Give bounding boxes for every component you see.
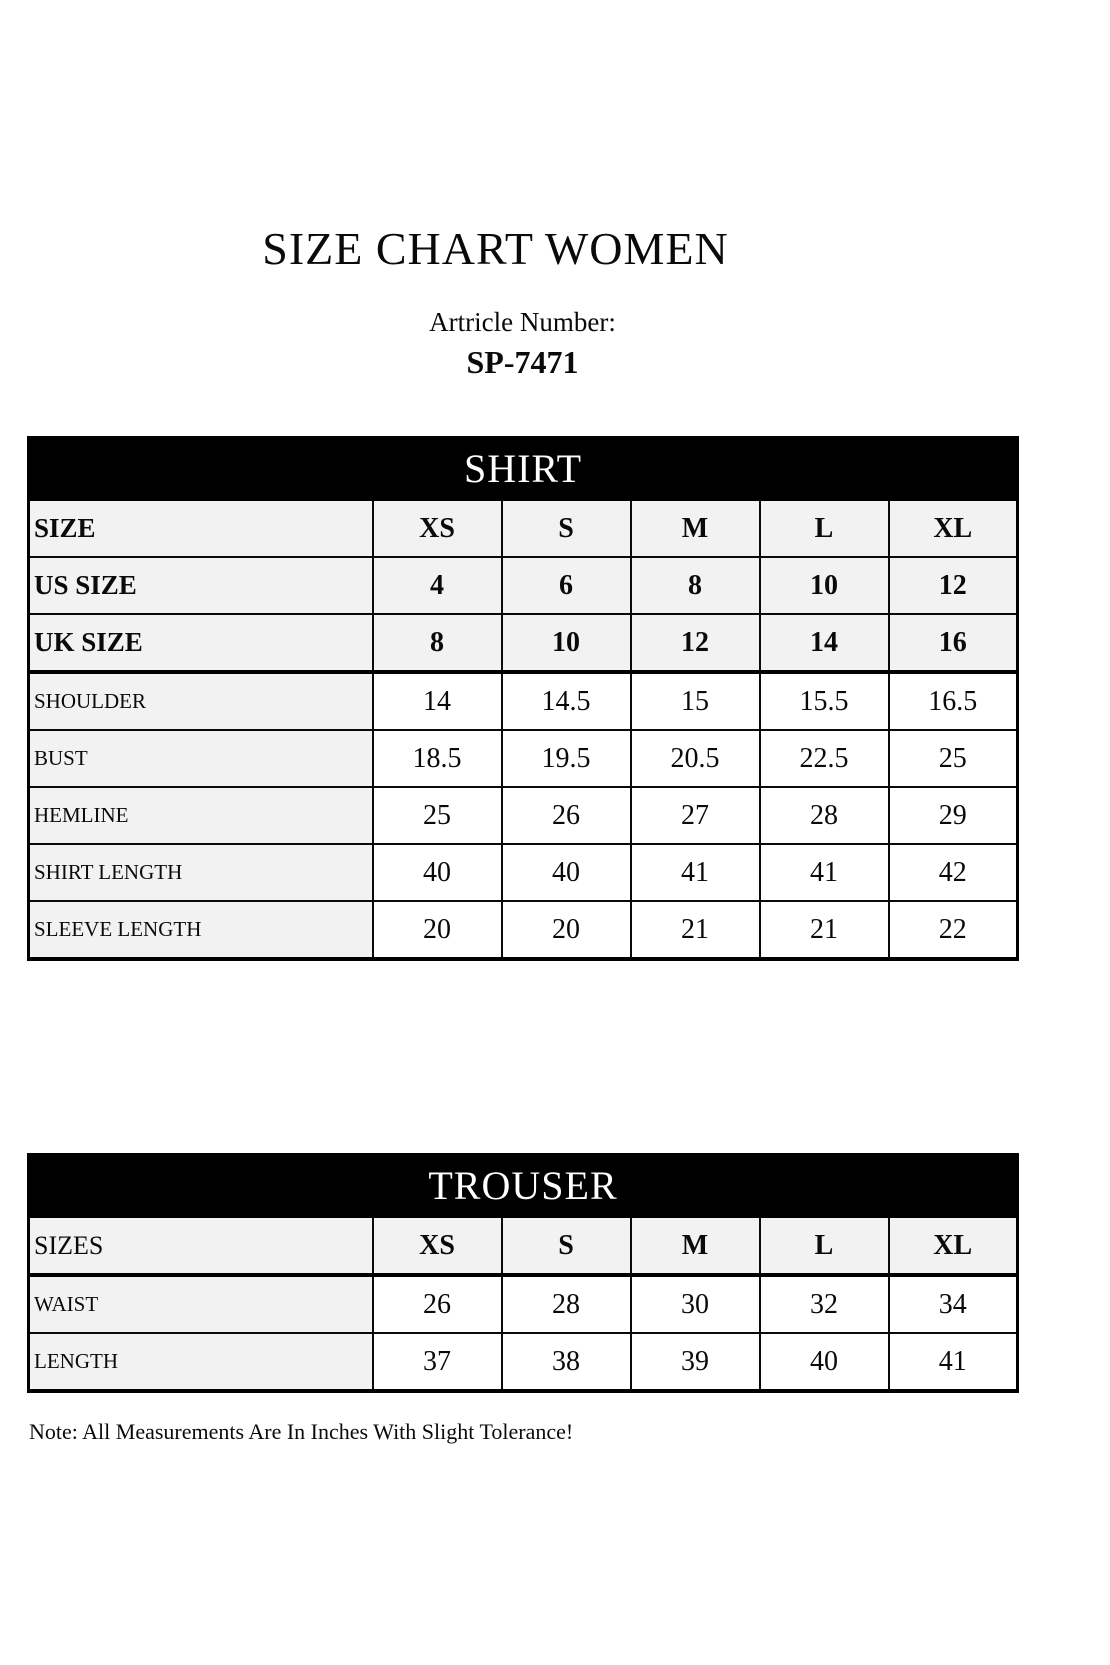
row-label: HEMLINE [29,787,373,844]
table-cell: 40 [502,844,631,901]
table-cell: 32 [760,1275,889,1333]
table-cell: 25 [373,787,502,844]
article-number-label: Artricle Number: [429,307,616,337]
table-row [29,1217,1018,1276]
table-cell: M [631,1217,760,1276]
row-label: UK SIZE [29,614,373,672]
shirt-table-banner [29,438,1018,500]
row-label: LENGTH [29,1333,373,1391]
table-cell: 20 [502,901,631,959]
table-cell: 10 [760,557,889,614]
table-cell: 21 [760,901,889,959]
table-cell: 27 [631,787,760,844]
table-cell: 40 [373,844,502,901]
table-cell: 12 [889,557,1018,614]
table-cell: L [760,500,889,558]
table-row [29,787,1018,844]
page-title: SIZE CHART WOMEN [262,223,729,274]
row-label: SHOULDER [29,672,373,730]
table-cell: 28 [502,1275,631,1333]
table-cell: XS [373,1217,502,1276]
table-cell: 12 [631,614,760,672]
table-cell: 16 [889,614,1018,672]
table-cell: 39 [631,1333,760,1391]
table-cell: 14 [760,614,889,672]
table-cell: 15.5 [760,672,889,730]
table-row [29,672,1018,730]
table-cell: 38 [502,1333,631,1391]
row-label: SLEEVE LENGTH [29,901,373,959]
shirt-banner-title: SHIRT [29,438,1018,500]
row-label: US SIZE [29,557,373,614]
table-row [29,557,1018,614]
table-cell: M [631,500,760,558]
measurement-note: Note: All Measurements Are In Inches With Slight Tolerance! [29,1419,574,1445]
table-cell: 29 [889,787,1018,844]
table-cell: 22.5 [760,730,889,787]
table-cell: S [502,500,631,558]
shirt-size-table [27,436,1019,961]
table-cell: 41 [631,844,760,901]
row-label: SIZE [29,500,373,558]
table-row [29,614,1018,672]
table-row [29,500,1018,558]
table-cell: 16.5 [889,672,1018,730]
row-label: WAIST [29,1275,373,1333]
table-cell: 30 [631,1275,760,1333]
table-cell: L [760,1217,889,1276]
table-cell: 4 [373,557,502,614]
trouser-table-banner [29,1155,1018,1217]
row-label: BUST [29,730,373,787]
table-cell: 28 [760,787,889,844]
table-cell: 14 [373,672,502,730]
table-cell: 8 [373,614,502,672]
table-cell: S [502,1217,631,1276]
table-cell: 41 [760,844,889,901]
table-cell: 26 [373,1275,502,1333]
table-cell: XL [889,1217,1018,1276]
table-cell: 8 [631,557,760,614]
table-cell: 14.5 [502,672,631,730]
trouser-banner-title: TROUSER [29,1155,1018,1217]
table-row [29,901,1018,959]
table-cell: 41 [889,1333,1018,1391]
table-cell: 15 [631,672,760,730]
table-cell: 22 [889,901,1018,959]
table-row [29,1275,1018,1333]
table-cell: 34 [889,1275,1018,1333]
table-cell: 10 [502,614,631,672]
table-row [29,1333,1018,1391]
row-label: SIZES [29,1217,373,1276]
table-cell: 21 [631,901,760,959]
table-cell: 40 [760,1333,889,1391]
table-row [29,730,1018,787]
table-cell: 37 [373,1333,502,1391]
table-cell: 42 [889,844,1018,901]
table-cell: 20.5 [631,730,760,787]
table-cell: 6 [502,557,631,614]
table-cell: 19.5 [502,730,631,787]
article-number-value: SP-7471 [466,343,579,380]
table-cell: 20 [373,901,502,959]
table-cell: XL [889,500,1018,558]
row-label: SHIRT LENGTH [29,844,373,901]
table-cell: XS [373,500,502,558]
table-cell: 18.5 [373,730,502,787]
table-cell: 25 [889,730,1018,787]
trouser-size-table [27,1153,1019,1393]
table-row [29,844,1018,901]
table-cell: 26 [502,787,631,844]
